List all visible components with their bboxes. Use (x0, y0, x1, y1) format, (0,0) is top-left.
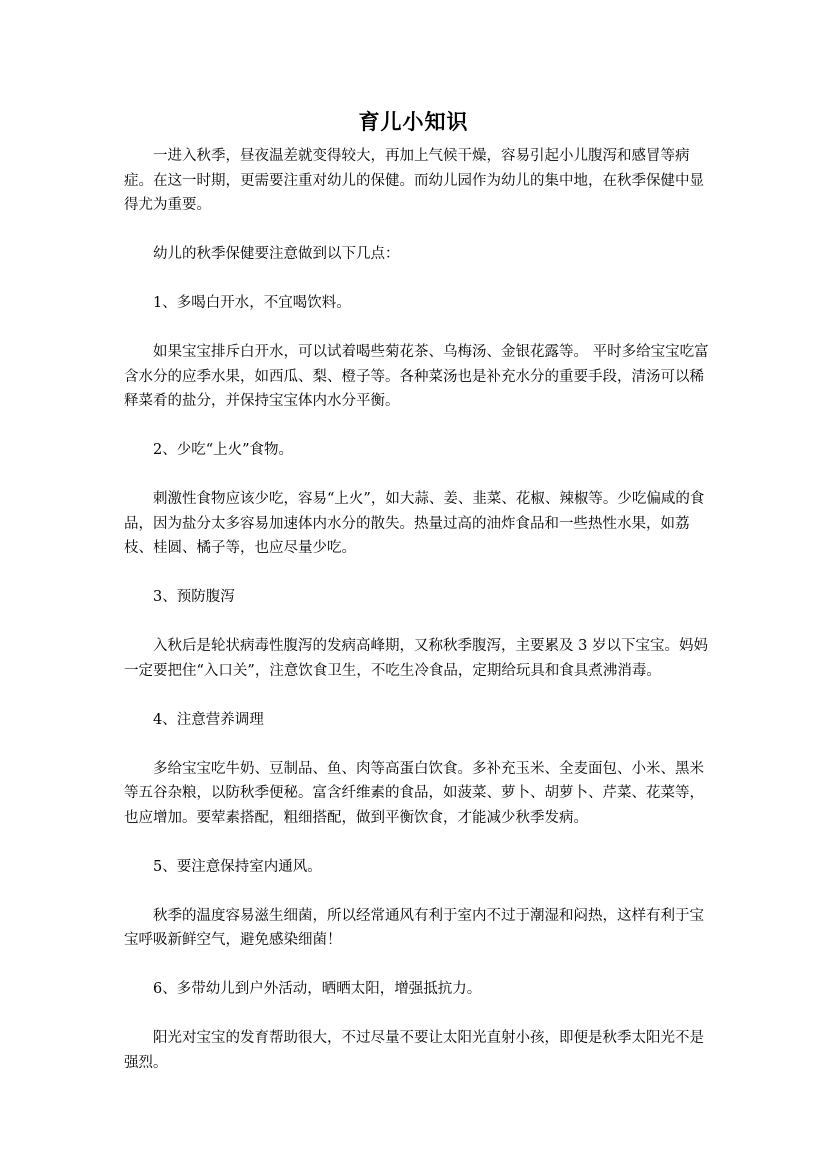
paragraph-point-5: 秋季的温度容易滋生细菌，所以经常通风有利于室内不过于潮湿和闷热，这样有利于宝宝呼吸新鲜空气，避免感染细菌！ (124, 907, 704, 948)
paragraph-points-intro: 幼儿的秋季保健要注意做到以下几点： (153, 246, 400, 262)
heading-point-5: 5、要注意保持室内通风。 (153, 858, 322, 875)
paragraph-point-4: 多给宝宝吃牛奶、豆制品、鱼、肉等高蛋白饮食。多补充玉米、全麦面包、小米、黑米等五谷杂粮，以防秋季便秘。富含纤维素的食品，如菠菜、萝卜、胡萝卜、芹菜、花菜等，也应增加。要荤素搭配，粗细搭配，做到平衡饮食，才能减少秋季发病。 (124, 760, 704, 826)
document-body (124, 144, 709, 1075)
paragraph-point-6: 阳光对宝宝的发育帮助很大，不过尽量不要让太阳光直射小孩，即便是秋季太阳光不是强烈。 (124, 1030, 704, 1071)
paragraph-point-1: 如果宝宝排斥白开水，可以试着喝些菊花茶、乌梅汤、金银花露等。 平时多给宝宝吃富含水分的应季水果，如西瓜、梨、橙子等。各种菜汤也是补充水分的重要手段，清汤可以稀释菜肴的盐分，并保持宝宝体内水分平衡。 (124, 344, 709, 409)
heading-point-1: 1、多喝白开水，不宜喝饮料。 (153, 295, 351, 311)
heading-point-2: 2、少吃“上火”食物。 (153, 442, 294, 458)
paragraph-point-3: 入秋后是轮状病毒性腹泻的发病高峰期，又称秋季腹泻，主要累及 3 岁以下宝宝。妈妈一定要把住“入口关”，注意饮食卫生，不吃生冷食品，定期给玩具和食具煮沸消毒。 (124, 638, 708, 679)
heading-point-6: 6、多带幼儿到户外活动，晒晒太阳，增强抵抗力。 (153, 981, 482, 997)
paragraph-point-2: 刺激性食物应该少吃，容易“上火”，如大蒜、姜、韭菜、花椒、辣椒等。少吃偏咸的食品，因为盐分太多容易加速体内水分的散失。热量过高的油炸食品和一些热性水果，如荔枝、桂圆、橘子等，也应尽量少吃。 (124, 491, 705, 556)
document-title: 育儿小知识 (358, 109, 469, 134)
heading-point-3: 3、预防腹泻 (153, 589, 235, 605)
heading-point-4: 4、注意营养调理 (153, 711, 264, 728)
paragraph-intro: 一进入秋季，昼夜温差就变得较大，再加上气候干燥，容易引起小儿腹泻和感冒等病症。在这一时期，更需要注重对幼儿的保健。而幼儿园作为幼儿的集中地，在秋季保健中显得尤为重要。 (124, 148, 704, 213)
